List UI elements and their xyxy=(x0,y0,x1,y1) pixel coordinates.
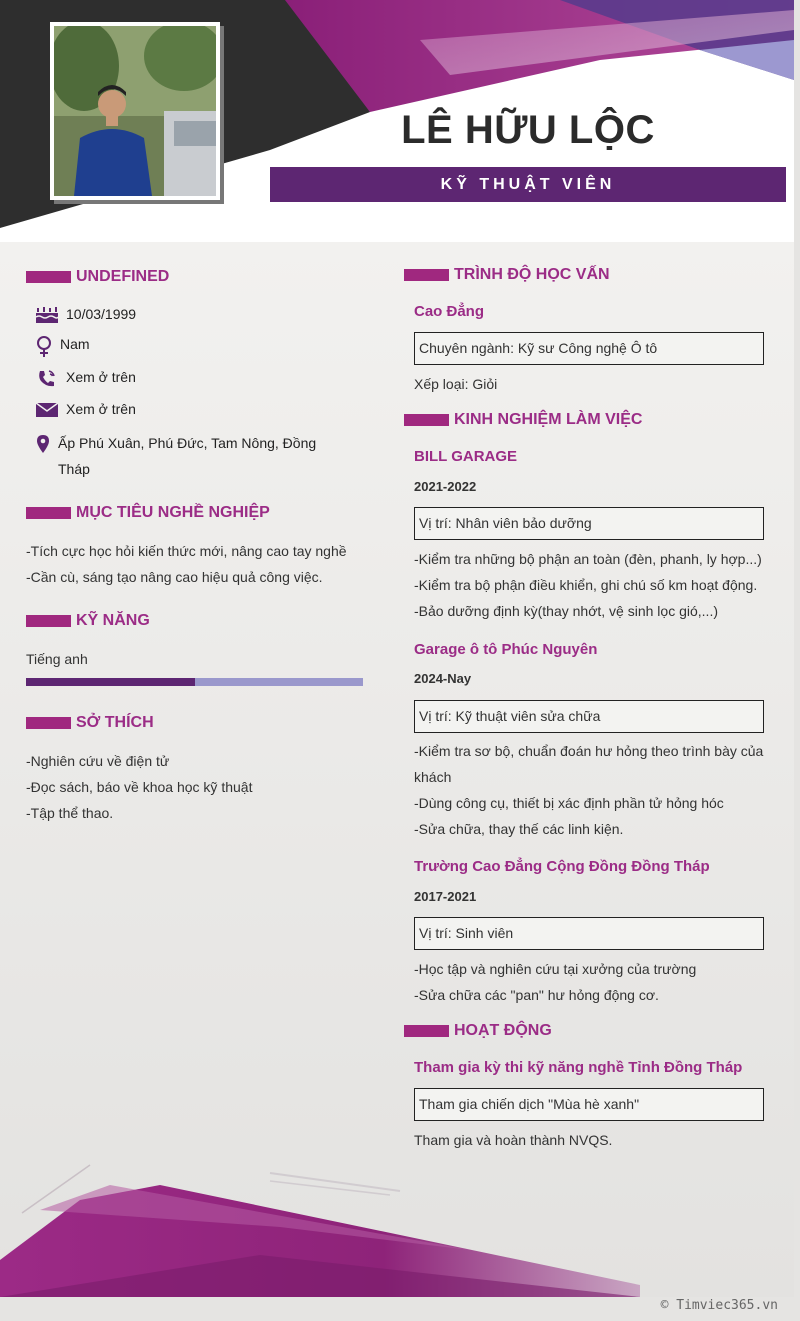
school-name: Cao Đẳng xyxy=(414,303,485,320)
skills-section-title: KỸ NĂNG xyxy=(26,612,150,630)
female-icon xyxy=(34,336,54,358)
job-duty-line: -Sửa chữa, thay thế các linh kiện. xyxy=(414,821,624,837)
section-bar xyxy=(26,271,71,283)
skill-level-fill xyxy=(26,678,195,686)
envelope-icon xyxy=(34,401,60,419)
job-period: 2021-2022 xyxy=(414,479,477,494)
section-bar xyxy=(26,615,71,627)
job-duty-line: -Học tập và nghiên cứu tại xưởng của trường xyxy=(414,961,697,977)
major-box: Chuyên ngành: Kỹ sư Công nghệ Ô tô xyxy=(414,332,764,365)
job-position-box: Vị trí: Sinh viên xyxy=(414,917,764,950)
job-period: 2017-2021 xyxy=(414,889,477,904)
education-section-title: TRÌNH ĐỘ HỌC VẤN xyxy=(404,266,610,284)
email-row xyxy=(34,401,136,419)
profile-photo xyxy=(50,22,220,200)
job-company: Trường Cao Đẳng Cộng Đồng Đồng Tháp xyxy=(414,858,710,875)
section-bar xyxy=(404,414,449,426)
location-pin-icon xyxy=(34,434,52,454)
section-bar xyxy=(404,1025,449,1037)
job-company: BILL GARAGE xyxy=(414,448,518,465)
footer-decoration xyxy=(0,1155,794,1297)
candidate-name: LÊ HỮU LỘC xyxy=(401,108,655,152)
job-position-box: Vị trí: Kỹ thuật viên sửa chữa xyxy=(414,700,764,733)
activity-box: Tham gia chiến dịch "Mùa hè xanh" xyxy=(414,1088,764,1121)
objective-section-title: MỤC TIÊU NGHỀ NGHIỆP xyxy=(26,504,270,522)
section-bar xyxy=(404,269,449,281)
phone-icon xyxy=(34,369,60,389)
job-duty-line: -Bảo dưỡng định kỳ(thay nhớt, vệ sinh lọc gió,...) xyxy=(414,603,718,619)
address-value: Ấp Phú Xuân, Phú Đức, Tam Nông, Đồng Tháp xyxy=(58,435,317,477)
objective-line: -Cần cù, sáng tạo nâng cao hiệu quả công việc. xyxy=(26,569,323,585)
skill-level-bar xyxy=(26,678,363,686)
cake-icon xyxy=(34,306,60,324)
personal-section-title: UNDEFINED xyxy=(26,268,169,286)
gender-value: Nam xyxy=(60,336,90,352)
activity-line: Tham gia và hoàn thành NVQS. xyxy=(414,1132,613,1148)
cv-header xyxy=(0,0,794,242)
job-duty-line: -Sửa chữa các "pan" hư hỏng động cơ. xyxy=(414,987,659,1003)
grade-text: Xếp loại: Giỏi xyxy=(414,376,498,392)
phone-value: Xem ở trên xyxy=(66,369,136,385)
job-duty-line: -Kiểm tra những bộ phận an toàn (đèn, phanh, ly hợp...) xyxy=(414,551,762,567)
job-position-box: Vị trí: Nhân viên bảo dưỡng xyxy=(414,507,764,540)
skill-name: Tiếng anh xyxy=(26,651,88,667)
job-duty-line: khách xyxy=(414,769,452,785)
section-bar xyxy=(26,717,71,729)
job-period: 2024-Nay xyxy=(414,671,472,686)
job-company: Garage ô tô Phúc Nguyên xyxy=(414,641,598,658)
job-title-bar: KỸ THUẬT VIÊN xyxy=(270,167,786,202)
objective-line: -Tích cực học hỏi kiến thức mới, nâng cao tay nghề xyxy=(26,543,347,559)
profile-photo-image xyxy=(54,26,216,196)
hobby-line: -Tập thể thao. xyxy=(26,805,114,821)
address-row xyxy=(34,432,318,482)
birthday-value: 10/03/1999 xyxy=(66,306,137,322)
hobby-line: -Nghiên cứu về điện tử xyxy=(26,753,170,769)
activity-title: Tham gia kỳ thi kỹ năng nghề Tỉnh Đồng Tháp xyxy=(414,1059,743,1076)
watermark: © Timviec365.vn xyxy=(660,1298,778,1313)
section-bar xyxy=(26,507,71,519)
gender-row xyxy=(34,336,90,358)
hobby-line: -Đọc sách, báo về khoa học kỹ thuật xyxy=(26,779,253,795)
activities-section-title: HOẠT ĐỘNG xyxy=(404,1022,552,1040)
email-value: Xem ở trên xyxy=(66,401,136,417)
hobbies-section-title: SỞ THÍCH xyxy=(26,714,154,732)
job-duty-line: -Kiểm tra sơ bộ, chuẩn đoán hư hỏng theo trình bày của xyxy=(414,743,764,759)
phone-row xyxy=(34,369,136,389)
experience-section-title: KINH NGHIỆM LÀM VIỆC xyxy=(404,411,642,429)
job-duty-line: -Kiểm tra bộ phận điều khiển, ghi chú số km hoạt động. xyxy=(414,577,758,593)
job-duty-line: -Dùng công cụ, thiết bị xác định phần tử hỏng hóc xyxy=(414,795,724,811)
birthday-row xyxy=(34,306,136,324)
